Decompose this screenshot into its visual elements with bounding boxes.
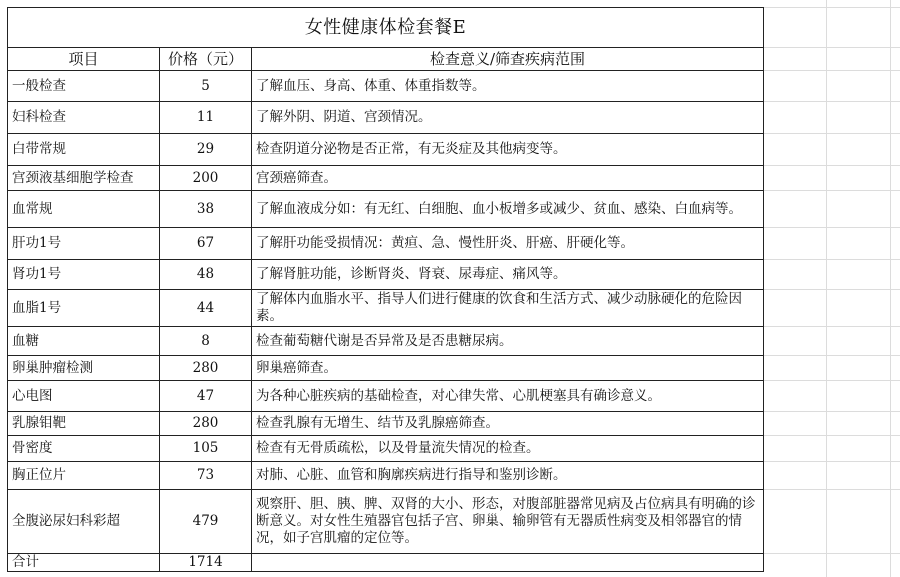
package-title: 女性健康体检套餐E	[8, 8, 764, 48]
item-description: 了解体内血脂水平、指导人们进行健康的饮食和生活方式、减少动脉硬化的危险因素。	[252, 290, 764, 327]
item-name: 一般检查	[8, 71, 160, 102]
table-row	[8, 134, 764, 166]
table-row	[8, 381, 764, 412]
item-price: 44	[160, 290, 252, 327]
item-price: 200	[160, 166, 252, 191]
item-name: 血脂1号	[8, 290, 160, 327]
item-name: 胸正位片	[8, 462, 160, 490]
table-row	[8, 290, 764, 327]
table-row	[8, 436, 764, 462]
table-row	[8, 327, 764, 356]
checkup-package-table	[7, 7, 764, 572]
total-label: 合计	[8, 554, 160, 572]
header-row	[8, 48, 764, 71]
item-name: 白带常规	[8, 134, 160, 166]
item-price: 67	[160, 228, 252, 260]
table-row	[8, 260, 764, 290]
item-description: 检查有无骨质疏松，以及骨量流失情况的检查。	[252, 436, 764, 462]
table-row	[8, 191, 764, 228]
item-description: 了解血液成分如：有无红、白细胞、血小板增多或减少、贫血、感染、白血病等。	[252, 191, 764, 228]
item-name: 肝功1号	[8, 228, 160, 260]
item-price: 280	[160, 412, 252, 436]
item-name: 妇科检查	[8, 102, 160, 134]
item-name: 全腹泌尿妇科彩超	[8, 490, 160, 554]
item-name: 心电图	[8, 381, 160, 412]
table-row	[8, 71, 764, 102]
table-row	[8, 166, 764, 191]
item-price: 5	[160, 71, 252, 102]
table-row	[8, 412, 764, 436]
spreadsheet-grid-background	[763, 0, 900, 577]
total-description	[252, 554, 764, 572]
table-row	[8, 102, 764, 134]
table-row	[8, 356, 764, 381]
item-name: 骨密度	[8, 436, 160, 462]
item-price: 8	[160, 327, 252, 356]
header-description: 检查意义/筛查疾病范围	[252, 48, 764, 71]
item-name: 肾功1号	[8, 260, 160, 290]
item-description: 观察肝、胆、胰、脾、双肾的大小、形态，对腹部脏器常见病及占位病具有明确的诊断意义。对女性生殖器官包括子宫、卵巢、输卵管有无器质性病变及相邻器官的情况，如子宫肌瘤的定位等。	[252, 490, 764, 554]
item-price: 105	[160, 436, 252, 462]
item-price: 11	[160, 102, 252, 134]
total-price: 1714	[160, 554, 252, 572]
item-price: 73	[160, 462, 252, 490]
item-name: 血常规	[8, 191, 160, 228]
item-description: 了解肾脏功能，诊断肾炎、肾衰、尿毒症、痛风等。	[252, 260, 764, 290]
item-description: 了解血压、身高、体重、体重指数等。	[252, 71, 764, 102]
item-name: 卵巢肿瘤检测	[8, 356, 160, 381]
item-price: 280	[160, 356, 252, 381]
item-price: 29	[160, 134, 252, 166]
item-price: 48	[160, 260, 252, 290]
table-row	[8, 490, 764, 554]
table-row	[8, 228, 764, 260]
item-name: 宫颈液基细胞学检查	[8, 166, 160, 191]
item-description: 了解肝功能受损情况：黄疸、急、慢性肝炎、肝癌、肝硬化等。	[252, 228, 764, 260]
item-description: 检查葡萄糖代谢是否异常及是否患糖尿病。	[252, 327, 764, 356]
table-row	[8, 462, 764, 490]
item-description: 宫颈癌筛查。	[252, 166, 764, 191]
item-name: 血糖	[8, 327, 160, 356]
item-price: 479	[160, 490, 252, 554]
item-description: 了解外阴、阴道、宫颈情况。	[252, 102, 764, 134]
header-item: 项目	[8, 48, 160, 71]
total-row	[8, 554, 764, 572]
item-description: 对肺、心脏、血管和胸廓疾病进行指导和鉴别诊断。	[252, 462, 764, 490]
item-description: 检查阴道分泌物是否正常，有无炎症及其他病变等。	[252, 134, 764, 166]
item-price: 47	[160, 381, 252, 412]
item-name: 乳腺钼靶	[8, 412, 160, 436]
item-description: 为各种心脏疾病的基础检查，对心律失常、心肌梗塞具有确诊意义。	[252, 381, 764, 412]
item-description: 卵巢癌筛查。	[252, 356, 764, 381]
item-description: 检查乳腺有无增生、结节及乳腺癌筛查。	[252, 412, 764, 436]
item-price: 38	[160, 191, 252, 228]
title-row	[8, 8, 764, 48]
header-price: 价格（元）	[160, 48, 252, 71]
